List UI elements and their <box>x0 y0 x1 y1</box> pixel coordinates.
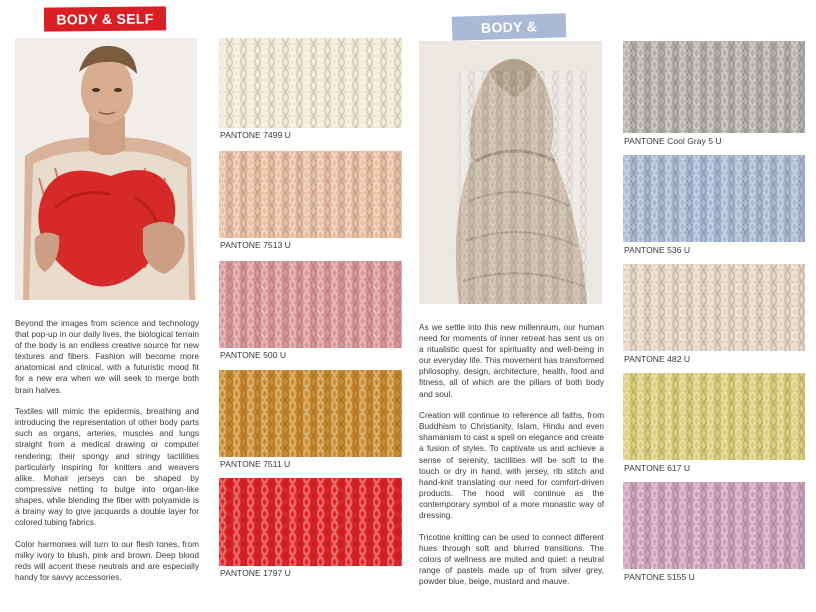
swatch-pantone-7513u <box>219 151 402 255</box>
swatch-fill <box>219 151 402 238</box>
paragraph: Creation will continue to reference all faiths, from Buddhism to Christianity, Islam, Hindu and even shamanism to cast a spell on elegance and create a fusion of styles. To captivate us and achieve a sense of serenity, tactilities will be soft to the touch or dry in hand, with jersey, rib stitch and hand-knit translating our need for comfort-driven products. The hood will continue as the contemporary symbol of a more monastic way of dressing. <box>419 410 604 520</box>
swatch-fill <box>219 38 402 128</box>
swatch-pantone-1797u <box>219 478 402 582</box>
swatch-label: PANTONE 536 U <box>624 245 691 255</box>
swatch-pantone-617u <box>623 373 805 477</box>
section-title-body-self: BODY & SELF <box>44 6 166 31</box>
swatch-fill <box>623 482 805 569</box>
swatch-fill <box>219 478 402 566</box>
swatch-fill <box>623 373 805 460</box>
swatch-label: PANTONE 617 U <box>624 463 691 473</box>
swatch-fill <box>623 41 805 133</box>
swatch-pantone-482u <box>623 264 805 368</box>
paragraph: Color harmonies will turn to our flesh tones, from milky ivory to blush, pink and brown. Deep blood reds will accent these neutrals and are especially handy for savvy accessories. <box>15 538 199 582</box>
section-title-body-soul: BODY & <box>452 13 567 41</box>
swatch-fill <box>219 261 402 348</box>
swatch-pantone-cool-gray-5u <box>623 41 805 147</box>
paragraph: As we settle into this new millennium, our human need for moments of inner retreat has sent us on a ritualistic quest for spirituality and well-being in our everyday life. This movement has transformed philosophy, design, architecture, health, food and fitness, all of which are the pillars of both body and soul. <box>419 322 604 399</box>
swatch-pantone-500u <box>219 261 402 365</box>
paragraph: Beyond the images from science and technology that pop-up in our daily lives, the biological terrain of the body is an endless creative source for new textures and fibers. Fashion will become more anatomical and clinical, with a futuristic mood fit for a new era when we will seek to merge both brain halves. <box>15 318 199 395</box>
swatch-pantone-5155u <box>623 482 805 586</box>
swatch-label: PANTONE 500 U <box>220 350 287 360</box>
swatch-label: PANTONE 7513 U <box>220 240 291 250</box>
swatch-label: PANTONE 482 U <box>624 354 691 364</box>
swatch-fill <box>623 155 805 242</box>
swatch-label: PANTONE 7499 U <box>220 130 291 140</box>
paragraph: Textiles will mimic the epidermis, breathing and introducing the representation of other body parts such as organs, arteries, muscles and lungs straight from a medical drawing or computer rendering; their spongy and stringy tactilities particularly inspiring for knitters and weavers alike. Mohair jerseys can be shaped by compressive netting to bulge into organ-like shapes, while blending the fiber with polyamide is a brainy way to give jacquards a double layer for colored tubing fabrics. <box>15 406 199 528</box>
swatch-fill <box>219 370 402 457</box>
swatch-label: PANTONE 7511 U <box>220 459 291 469</box>
swatch-label: PANTONE 5155 U <box>624 572 695 582</box>
swatch-label: PANTONE Cool Gray 5 U <box>624 136 722 146</box>
body-self-article <box>15 318 199 594</box>
swatch-pantone-7499u <box>219 38 402 142</box>
swatch-fill <box>623 264 805 351</box>
body-soul-article <box>419 322 604 598</box>
photo-knit-hood <box>419 41 602 304</box>
paragraph: Tricotine knitting can be used to connect different hues through soft and blurred transitions. The colors of wellness are muted and quiet: a neutral range of pastels made up of from silver grey, powder blue, beige, mustard and mauve. <box>419 531 604 586</box>
swatch-pantone-7511u <box>219 370 402 474</box>
swatch-pantone-536u <box>623 155 805 259</box>
swatch-label: PANTONE 1797 U <box>220 568 291 578</box>
photo-model-heart <box>15 38 197 300</box>
